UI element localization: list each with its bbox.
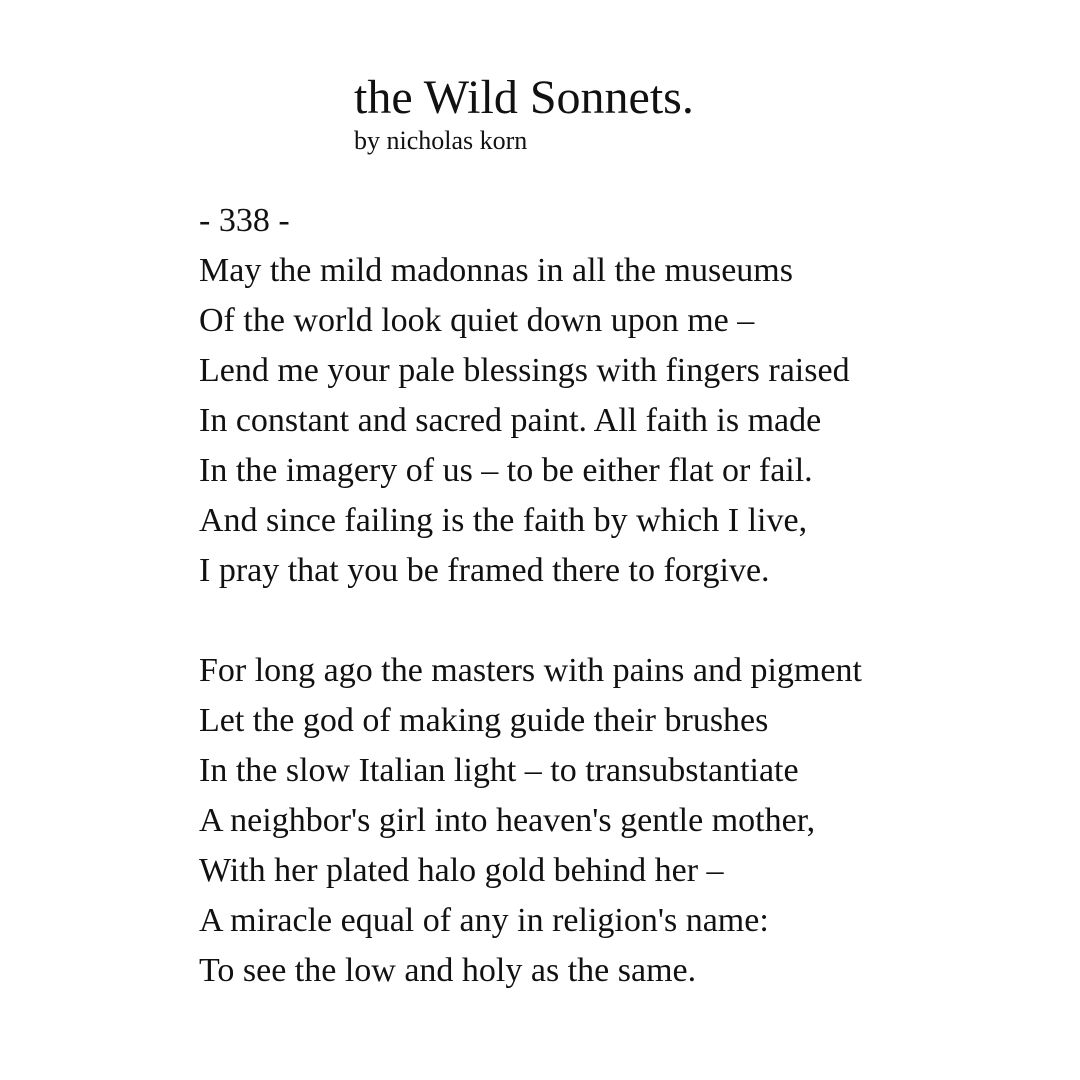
stanza-break: [199, 596, 862, 646]
poem-body: [199, 196, 862, 996]
poem-line: A miracle equal of any in religion's name:: [199, 902, 769, 939]
poem-line: Lend me your pale blessings with fingers raised: [199, 352, 850, 389]
poem-line: May the mild madonnas in all the museums: [199, 252, 793, 289]
poem-line: In the slow Italian light – to transubstantiate: [199, 752, 799, 789]
poem-line: For long ago the masters with pains and pigment: [199, 652, 862, 689]
poem-line: I pray that you be framed there to forgive.: [199, 552, 770, 589]
poem-line: Let the god of making guide their brushes: [199, 702, 769, 739]
poem-line: In the imagery of us – to be either flat or fail.: [199, 452, 813, 489]
poem-line: A neighbor's girl into heaven's gentle mother,: [199, 802, 816, 839]
poem-line: Of the world look quiet down upon me –: [199, 302, 755, 339]
poem-line: To see the low and holy as the same.: [199, 952, 697, 989]
header: [354, 72, 694, 156]
poem-number: - 338 -: [199, 202, 290, 239]
poem-line: In constant and sacred paint. All faith is made: [199, 402, 822, 439]
author-byline: by nicholas korn: [354, 126, 528, 155]
page-title: the Wild Sonnets.: [354, 71, 694, 124]
poem-line: And since failing is the faith by which I live,: [199, 502, 808, 539]
poem-line: With her plated halo gold behind her –: [199, 852, 724, 889]
